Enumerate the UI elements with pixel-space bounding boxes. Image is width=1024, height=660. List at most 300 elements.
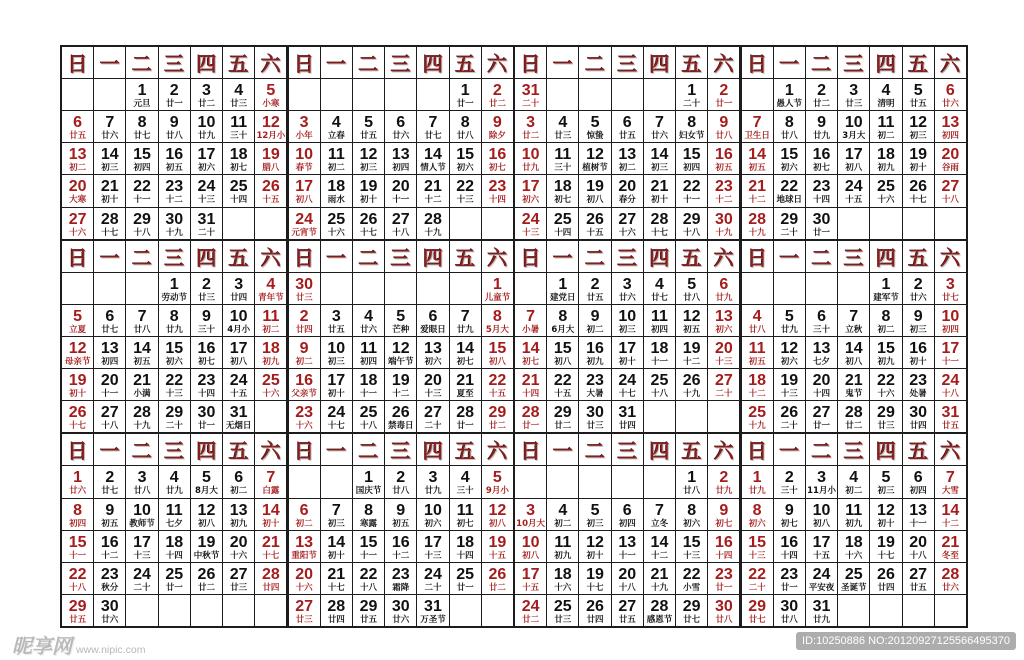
day-cell bbox=[612, 401, 643, 432]
day-number: 20 bbox=[100, 372, 119, 390]
day-cell bbox=[94, 305, 125, 336]
day-cell bbox=[579, 143, 610, 174]
day-cell bbox=[838, 499, 869, 530]
lunar-date-label: 十六 bbox=[295, 421, 313, 432]
day-number: 9 bbox=[913, 307, 923, 325]
lunar-date-label: 十三 bbox=[522, 227, 540, 238]
day-cell bbox=[482, 79, 513, 110]
day-cell bbox=[191, 273, 222, 304]
lunar-date-label: 初三 bbox=[909, 324, 927, 335]
day-number: 15 bbox=[456, 146, 475, 164]
weekday-header: 日 bbox=[515, 434, 546, 465]
day-number: 28 bbox=[100, 210, 119, 228]
day-number: 5 bbox=[913, 82, 923, 100]
day-cell bbox=[353, 466, 384, 497]
day-cell bbox=[255, 563, 286, 594]
day-cell bbox=[385, 466, 416, 497]
day-cell bbox=[482, 305, 513, 336]
lunar-date-label: 十四 bbox=[813, 195, 831, 206]
empty-cell bbox=[191, 595, 222, 626]
lunar-date-label: 十二 bbox=[101, 550, 119, 561]
empty-cell bbox=[255, 208, 286, 239]
empty-cell bbox=[903, 595, 934, 626]
day-cell bbox=[191, 369, 222, 400]
empty-cell bbox=[450, 208, 481, 239]
day-number: 6 bbox=[817, 307, 826, 325]
weekday-header: 日 bbox=[742, 241, 773, 272]
day-cell bbox=[417, 305, 448, 336]
weekday-header: 二 bbox=[579, 241, 610, 272]
day-cell bbox=[612, 143, 643, 174]
lunar-date-label: 十三 bbox=[683, 550, 701, 561]
lunar-date-label: 初九 bbox=[230, 518, 248, 529]
lunar-date-label: 廿二 bbox=[813, 99, 831, 110]
day-cell bbox=[482, 337, 513, 368]
lunar-date-label: 廿六 bbox=[941, 99, 959, 110]
day-number: 14 bbox=[521, 339, 540, 357]
day-cell bbox=[482, 466, 513, 497]
day-cell bbox=[708, 531, 739, 562]
day-number: 11 bbox=[650, 307, 668, 325]
day-number: 4 bbox=[460, 469, 470, 487]
day-number: 13 bbox=[714, 307, 733, 325]
lunar-date-label: 十二 bbox=[715, 195, 733, 206]
day-number: 25 bbox=[650, 372, 669, 390]
lunar-date-label: 初八 bbox=[488, 518, 506, 529]
day-cell bbox=[774, 595, 805, 626]
day-cell bbox=[450, 175, 481, 206]
day-number: 11 bbox=[165, 501, 183, 519]
lunar-date-label: 十三 bbox=[748, 550, 766, 561]
day-number: 8 bbox=[687, 114, 697, 132]
day-number: 9 bbox=[169, 114, 179, 132]
day-cell bbox=[289, 175, 320, 206]
lunar-date-label: 廿二 bbox=[488, 99, 506, 110]
day-number: 11 bbox=[230, 114, 248, 132]
day-number: 9 bbox=[492, 114, 502, 132]
day-number: 22 bbox=[133, 178, 151, 196]
lunar-date-label: 廿二 bbox=[554, 421, 572, 432]
day-number: 18 bbox=[877, 146, 895, 164]
day-number: 1 bbox=[881, 275, 891, 293]
lunar-date-label: 廿一 bbox=[715, 99, 733, 110]
day-number: 18 bbox=[553, 178, 572, 196]
day-number: 1 bbox=[73, 469, 83, 487]
day-number: 25 bbox=[553, 597, 572, 615]
day-cell bbox=[870, 305, 901, 336]
empty-cell bbox=[903, 208, 934, 239]
day-cell bbox=[806, 369, 837, 400]
day-number: 20 bbox=[68, 178, 87, 196]
lunar-date-label: 初三 bbox=[586, 518, 604, 529]
lunar-date-label: 爱眼日 bbox=[420, 324, 446, 335]
lunar-date-label: 三十 bbox=[456, 486, 474, 497]
lunar-date-label: 十六 bbox=[69, 227, 87, 238]
day-number: 11 bbox=[554, 533, 572, 551]
day-number: 19 bbox=[68, 372, 87, 390]
lunar-date-label: 立冬 bbox=[650, 518, 668, 529]
lunar-date-label: 十七 bbox=[327, 421, 345, 432]
day-number: 9 bbox=[590, 307, 600, 325]
day-number: 10 bbox=[618, 307, 637, 325]
day-number: 2 bbox=[719, 469, 729, 487]
weekday-header: 二 bbox=[806, 241, 837, 272]
lunar-date-label: 廿八 bbox=[780, 614, 798, 625]
lunar-date-label: 寒露 bbox=[360, 518, 378, 529]
day-number: 26 bbox=[197, 565, 216, 583]
empty-cell bbox=[353, 79, 384, 110]
day-number: 26 bbox=[682, 372, 701, 390]
day-cell bbox=[742, 143, 773, 174]
lunar-date-label: 廿二 bbox=[522, 131, 540, 142]
weekday-header: 四 bbox=[644, 47, 675, 78]
lunar-date-label: 十三 bbox=[197, 195, 215, 206]
weekday-header: 五 bbox=[223, 47, 254, 78]
day-number: 3 bbox=[526, 501, 536, 519]
day-cell bbox=[482, 563, 513, 594]
day-number: 30 bbox=[780, 597, 799, 615]
weekday-header: 四 bbox=[644, 241, 675, 272]
day-cell bbox=[612, 305, 643, 336]
day-cell bbox=[94, 531, 125, 562]
day-number: 7 bbox=[137, 307, 147, 325]
lunar-date-label: 十七 bbox=[618, 389, 636, 400]
day-cell bbox=[935, 143, 966, 174]
day-cell bbox=[579, 337, 610, 368]
lunar-date-label: 廿四 bbox=[230, 292, 248, 303]
day-cell bbox=[289, 531, 320, 562]
day-cell bbox=[579, 595, 610, 626]
empty-cell bbox=[644, 466, 675, 497]
day-cell bbox=[547, 208, 578, 239]
day-cell bbox=[515, 337, 546, 368]
day-number: 8 bbox=[73, 501, 83, 519]
day-cell bbox=[385, 499, 416, 530]
empty-cell bbox=[644, 401, 675, 432]
lunar-date-label: 十二 bbox=[748, 195, 766, 206]
day-number: 4 bbox=[849, 469, 859, 487]
day-cell bbox=[94, 175, 125, 206]
day-number: 8 bbox=[687, 501, 697, 519]
day-number: 24 bbox=[941, 372, 960, 390]
empty-cell bbox=[870, 208, 901, 239]
day-number: 23 bbox=[586, 372, 604, 390]
lunar-date-label: 青年节 bbox=[258, 292, 284, 303]
lunar-date-label: 植树节 bbox=[582, 163, 608, 174]
weekday-header: 六 bbox=[482, 47, 513, 78]
lunar-date-label: 十八 bbox=[392, 227, 410, 238]
day-number: 29 bbox=[553, 404, 572, 422]
day-cell bbox=[385, 175, 416, 206]
day-cell bbox=[579, 499, 610, 530]
month-block-1 bbox=[62, 47, 287, 239]
lunar-date-label: 廿九 bbox=[813, 131, 831, 142]
day-cell bbox=[935, 563, 966, 594]
lunar-date-label: 初六 bbox=[424, 518, 442, 529]
lunar-date-label: 廿八 bbox=[133, 324, 151, 335]
lunar-date-label: 二十 bbox=[748, 582, 766, 593]
day-number: 26 bbox=[68, 404, 87, 422]
day-cell bbox=[385, 401, 416, 432]
day-cell bbox=[515, 531, 546, 562]
lunar-date-label: 十四 bbox=[715, 550, 733, 561]
lunar-date-label: 七夕 bbox=[165, 518, 183, 529]
lunar-date-label: 中秋节 bbox=[193, 550, 220, 561]
day-cell bbox=[806, 305, 837, 336]
day-number: 18 bbox=[229, 146, 248, 164]
day-cell bbox=[289, 143, 320, 174]
day-cell bbox=[903, 143, 934, 174]
day-cell bbox=[289, 401, 320, 432]
lunar-date-label: 初十 bbox=[909, 163, 927, 174]
day-number: 29 bbox=[133, 210, 151, 228]
day-cell bbox=[547, 595, 578, 626]
empty-cell bbox=[612, 79, 643, 110]
lunar-date-label: 十八 bbox=[941, 389, 959, 400]
lunar-date-label: 初六 bbox=[456, 163, 474, 174]
lunar-date-label: 廿七 bbox=[683, 614, 701, 625]
day-cell bbox=[742, 369, 773, 400]
lunar-date-label: 初十 bbox=[327, 389, 345, 400]
weekday-header: 四 bbox=[191, 434, 222, 465]
day-cell bbox=[126, 337, 157, 368]
weekday-header: 四 bbox=[417, 241, 448, 272]
lunar-date-label: 初四 bbox=[683, 163, 701, 174]
lunar-date-label: 十一 bbox=[909, 518, 927, 529]
lunar-date-label: 初七 bbox=[715, 518, 733, 529]
lunar-date-label: 白露 bbox=[262, 486, 280, 497]
lunar-date-label: 十七 bbox=[101, 227, 119, 238]
lunar-date-label: 初三 bbox=[360, 163, 378, 174]
day-cell bbox=[159, 305, 190, 336]
lunar-date-label: 廿五 bbox=[941, 421, 959, 432]
day-cell bbox=[579, 305, 610, 336]
lunar-date-label: 初八 bbox=[197, 518, 215, 529]
weekday-header: 六 bbox=[708, 434, 739, 465]
day-cell bbox=[612, 208, 643, 239]
day-number: 28 bbox=[424, 210, 442, 228]
day-number: 6 bbox=[719, 275, 729, 293]
day-cell bbox=[255, 79, 286, 110]
day-number: 9 bbox=[784, 501, 794, 519]
day-number: 18 bbox=[748, 372, 766, 390]
lunar-date-label: 十二 bbox=[392, 550, 410, 561]
lunar-date-label: 初七 bbox=[554, 195, 572, 206]
day-cell bbox=[806, 143, 837, 174]
lunar-date-label: 十六 bbox=[618, 227, 636, 238]
lunar-date-label: 二十 bbox=[780, 227, 798, 238]
lunar-date-label: 廿九 bbox=[424, 486, 442, 497]
day-cell bbox=[935, 273, 966, 304]
day-cell bbox=[159, 208, 190, 239]
weekday-header: 五 bbox=[450, 434, 481, 465]
weekday-header: 二 bbox=[353, 241, 384, 272]
empty-cell bbox=[321, 466, 352, 497]
day-number: 29 bbox=[780, 210, 799, 228]
day-number: 7 bbox=[655, 114, 664, 132]
day-number: 4 bbox=[364, 307, 373, 325]
lunar-date-label: 4月小 bbox=[227, 324, 251, 335]
empty-cell bbox=[417, 79, 448, 110]
lunar-date-label: 十九 bbox=[165, 227, 183, 238]
lunar-date-label: 无烟日 bbox=[225, 421, 252, 432]
lunar-date-label: 9月小 bbox=[485, 486, 509, 497]
lunar-date-label: 国庆节 bbox=[355, 486, 382, 497]
lunar-date-label: 廿三 bbox=[586, 421, 604, 432]
day-cell bbox=[774, 369, 805, 400]
weekday-header: 一 bbox=[94, 241, 125, 272]
day-cell bbox=[159, 273, 190, 304]
day-number: 10 bbox=[197, 114, 216, 132]
day-number: 30 bbox=[197, 404, 216, 422]
day-number: 27 bbox=[618, 597, 637, 615]
lunar-date-label: 初二 bbox=[262, 324, 280, 335]
day-cell bbox=[515, 499, 546, 530]
day-cell bbox=[935, 79, 966, 110]
empty-cell bbox=[62, 79, 93, 110]
day-number: 10 bbox=[941, 307, 960, 325]
lunar-date-label: 十四 bbox=[197, 389, 215, 400]
day-cell bbox=[353, 175, 384, 206]
day-cell bbox=[353, 305, 384, 336]
month-block-11 bbox=[515, 434, 740, 626]
day-cell bbox=[676, 143, 707, 174]
day-number: 14 bbox=[424, 146, 442, 164]
day-number: 30 bbox=[391, 597, 410, 615]
day-cell bbox=[838, 531, 869, 562]
lunar-date-label: 廿二 bbox=[845, 421, 863, 432]
day-number: 11 bbox=[845, 501, 863, 519]
day-number: 12 bbox=[488, 501, 507, 519]
day-cell bbox=[385, 208, 416, 239]
lunar-date-label: 二十 bbox=[424, 421, 442, 432]
day-number: 12 bbox=[877, 501, 895, 519]
day-number: 4 bbox=[558, 501, 568, 519]
weekday-header: 五 bbox=[676, 47, 707, 78]
weekday-header: 三 bbox=[838, 47, 869, 78]
lunar-date-label: 廿三 bbox=[295, 292, 313, 303]
day-number: 1 bbox=[137, 82, 147, 100]
day-cell bbox=[126, 563, 157, 594]
lunar-date-label: 初十 bbox=[618, 356, 636, 367]
day-cell bbox=[644, 273, 675, 304]
day-number: 13 bbox=[941, 114, 960, 132]
day-cell bbox=[62, 531, 93, 562]
day-number: 22 bbox=[359, 565, 378, 583]
day-number: 25 bbox=[261, 372, 280, 390]
month-block-9 bbox=[62, 434, 287, 626]
day-number: 21 bbox=[100, 178, 119, 196]
day-cell bbox=[644, 337, 675, 368]
day-number: 22 bbox=[553, 372, 572, 390]
empty-cell bbox=[676, 401, 707, 432]
day-number: 21 bbox=[844, 372, 863, 390]
day-number: 21 bbox=[650, 565, 669, 583]
day-number: 31 bbox=[521, 82, 540, 100]
lunar-date-label: 11月小 bbox=[807, 486, 836, 497]
day-number: 25 bbox=[877, 178, 895, 196]
lunar-date-label: 初八 bbox=[586, 195, 604, 206]
lunar-date-label: 廿九 bbox=[748, 486, 766, 497]
weekday-header: 六 bbox=[255, 241, 286, 272]
empty-cell bbox=[62, 273, 93, 304]
lunar-date-label: 十六 bbox=[262, 389, 280, 400]
day-cell bbox=[159, 111, 190, 142]
day-number: 15 bbox=[780, 146, 799, 164]
day-cell bbox=[126, 175, 157, 206]
day-cell bbox=[255, 111, 286, 142]
lunar-date-label: 三十 bbox=[230, 131, 248, 142]
day-number: 20 bbox=[714, 339, 733, 357]
lunar-date-label: 初二 bbox=[295, 356, 313, 367]
day-number: 1 bbox=[364, 469, 373, 487]
day-cell bbox=[62, 111, 93, 142]
lunar-date-label: 初四 bbox=[909, 486, 927, 497]
day-cell bbox=[742, 337, 773, 368]
lunar-date-label: 初三 bbox=[618, 324, 636, 335]
weekday-header: 一 bbox=[94, 434, 125, 465]
day-cell bbox=[94, 466, 125, 497]
day-number: 28 bbox=[133, 404, 151, 422]
day-number: 8 bbox=[492, 307, 502, 325]
day-cell bbox=[838, 111, 869, 142]
day-number: 7 bbox=[460, 307, 470, 325]
month-block-6 bbox=[289, 241, 514, 433]
day-number: 25 bbox=[327, 210, 346, 228]
day-number: 3 bbox=[622, 275, 632, 293]
lunar-date-label: 廿一 bbox=[165, 99, 183, 110]
day-cell bbox=[255, 175, 286, 206]
day-cell bbox=[417, 143, 448, 174]
day-cell bbox=[903, 305, 934, 336]
day-cell bbox=[126, 369, 157, 400]
day-number: 8 bbox=[460, 114, 470, 132]
day-number: 28 bbox=[261, 565, 280, 583]
day-cell bbox=[774, 143, 805, 174]
day-cell bbox=[838, 401, 869, 432]
lunar-date-label: 惊蛰 bbox=[586, 131, 604, 142]
empty-cell bbox=[935, 208, 966, 239]
day-cell bbox=[191, 563, 222, 594]
lunar-date-label: 初六 bbox=[683, 518, 701, 529]
lunar-date-label: 廿二 bbox=[197, 582, 215, 593]
weekday-header: 日 bbox=[289, 241, 320, 272]
day-cell bbox=[612, 499, 643, 530]
weekday-header: 一 bbox=[547, 241, 578, 272]
weekday-header: 三 bbox=[612, 241, 643, 272]
day-cell bbox=[612, 111, 643, 142]
day-cell bbox=[417, 499, 448, 530]
day-cell bbox=[708, 337, 739, 368]
day-number: 11 bbox=[262, 307, 280, 325]
empty-cell bbox=[838, 273, 869, 304]
weekday-header: 二 bbox=[579, 434, 610, 465]
lunar-date-label: 廿四 bbox=[295, 324, 313, 335]
day-number: 18 bbox=[165, 533, 184, 551]
lunar-date-label: 廿一 bbox=[522, 421, 540, 432]
day-number: 6 bbox=[622, 501, 632, 519]
day-cell bbox=[870, 369, 901, 400]
lunar-date-label: 初八 bbox=[488, 356, 506, 367]
lunar-date-label: 初六 bbox=[748, 518, 766, 529]
lunar-date-label: 冬至 bbox=[941, 550, 959, 561]
day-number: 8 bbox=[881, 307, 891, 325]
day-cell bbox=[321, 305, 352, 336]
day-number: 7 bbox=[945, 469, 955, 487]
lunar-date-label: 初七 bbox=[780, 518, 798, 529]
empty-cell bbox=[289, 466, 320, 497]
day-cell bbox=[515, 595, 546, 626]
